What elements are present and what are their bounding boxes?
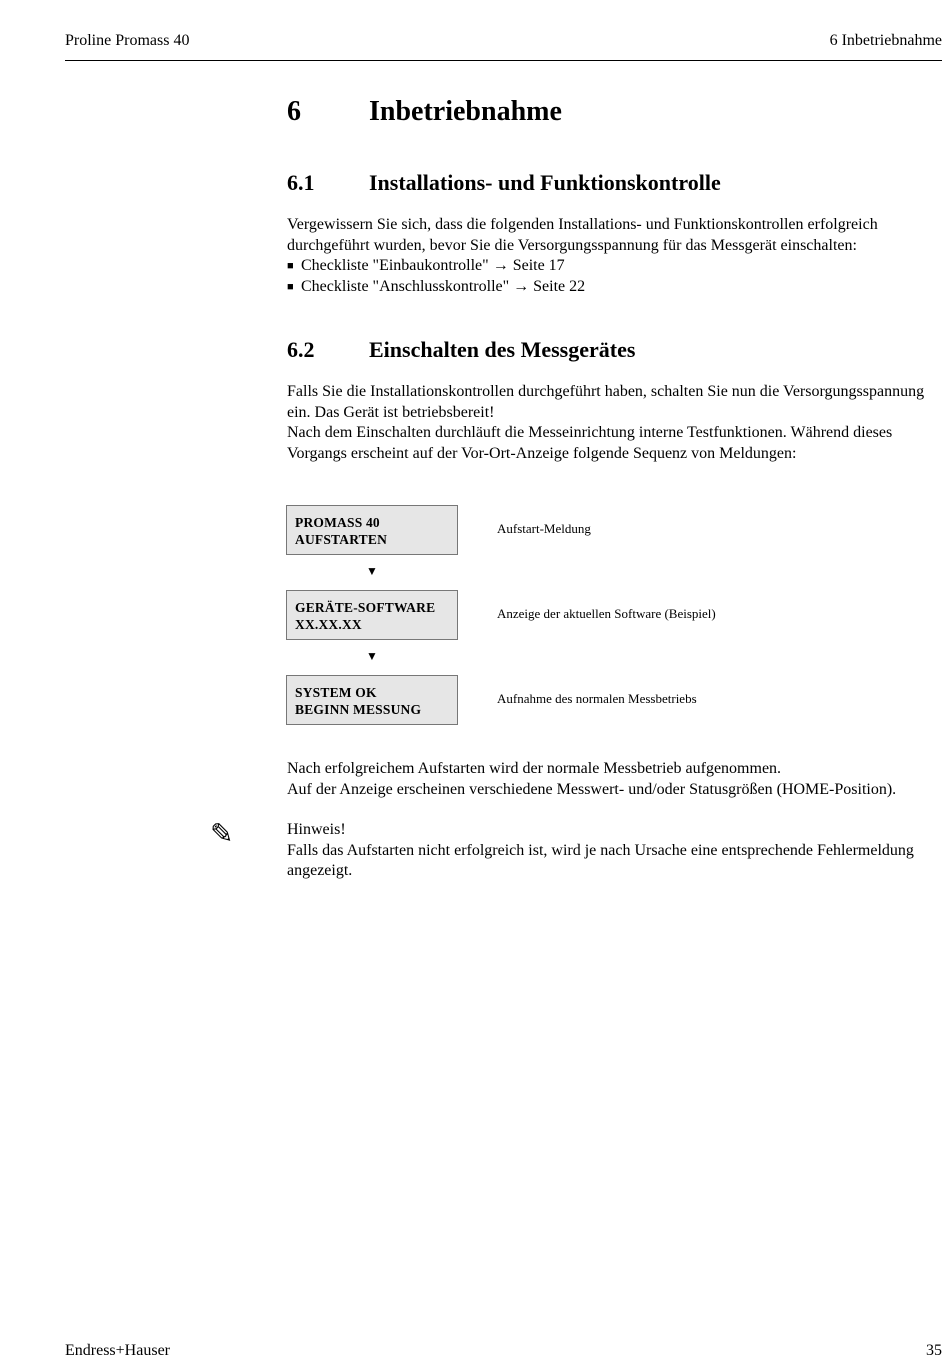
section-6-1-body (287, 215, 947, 297)
section-6-2-para2: Nach dem Einschalten durchläuft die Messeinrichtung interne Testfunktionen. Während dieses Vorgangs erscheint auf der Vor-Ort-Anzeige folgende Sequenz von Meldungen: (287, 424, 893, 462)
display-label: Anzeige der aktuellen Software (Beispiel) (497, 606, 716, 621)
section-title: Einschalten des Messgerätes (369, 337, 636, 362)
list-item (287, 277, 947, 298)
pencil-icon: ✎ (210, 819, 234, 850)
section-6-2-body (287, 382, 947, 464)
display-line-2: BEGINN MESSUNG (295, 702, 422, 717)
note-text: Falls das Aufstarten nicht erfolgreich ist, wird je nach Ursache eine entsprechende Fehlermeldung angezeigt. (287, 841, 914, 879)
section-6-1-intro: Vergewissern Sie sich, dass die folgenden Installations- und Funktionskontrollen erfolgreich durchgeführt wurden, bevor Sie die Versorgungsspannung für das Messgerät einschalten: (287, 216, 878, 254)
header-rule (65, 60, 942, 61)
section-heading-6-1 (287, 170, 721, 196)
chapter-number: 6 (287, 96, 301, 127)
section-heading-6-2 (287, 337, 635, 363)
after-line-1: Nach erfolgreichem Aufstarten wird der normale Messbetrieb aufgenommen. (287, 760, 782, 777)
display-line-1: SYSTEM OK (295, 685, 377, 700)
display-box-software (286, 590, 458, 640)
bullet-square-icon: ■ (287, 260, 294, 272)
display-box-system-ok (286, 675, 458, 725)
section-title: Installations- und Funktionskontrolle (369, 170, 721, 195)
page-number: 35 (926, 1342, 942, 1359)
arrow-down-icon: ▼ (366, 564, 378, 578)
display-box-startup (286, 505, 458, 555)
page-header-left: Proline Promass 40 (65, 32, 190, 49)
arrow-down-icon: ▼ (366, 649, 378, 663)
display-line-1: GERÄTE-SOFTWARE (295, 600, 436, 615)
note-title: Hinweis! (287, 821, 346, 838)
section-number: 6.2 (287, 337, 315, 362)
checklist-einbau-link[interactable]: Checkliste "Einbaukontrolle" → Seite 17 (301, 257, 565, 274)
bullet-square-icon: ■ (287, 280, 294, 293)
section-6-2-para1: Falls Sie die Installationskontrollen durchgeführt haben, schalten Sie nun die Versorgungsspannung ein. Das Gerät ist betriebsbereit! (287, 383, 925, 421)
after-startup-text (287, 759, 947, 800)
display-line-2: XX.XX.XX (295, 617, 362, 632)
section-number: 6.1 (287, 170, 315, 195)
display-line-2: AUFSTARTEN (295, 532, 388, 547)
chapter-heading (287, 96, 562, 128)
footer-brand: Endress+Hauser (65, 1342, 170, 1359)
display-label: Aufnahme des normalen Messbetriebs (497, 691, 697, 706)
after-line-2: Auf der Anzeige erscheinen verschiedene Messwert- und/oder Statusgrößen (HOME-Position). (287, 780, 897, 798)
page-header-right: 6 Inbetriebnahme (829, 32, 942, 49)
list-item (287, 256, 947, 277)
display-label: Aufstart-Meldung (497, 521, 591, 536)
display-line-1: PROMASS 40 (295, 515, 380, 530)
chapter-title: Inbetriebnahme (369, 96, 562, 127)
checklist-anschluss-link[interactable]: Checkliste "Anschlusskontrolle" → Seite 22 (301, 277, 586, 295)
note-block (287, 820, 947, 882)
